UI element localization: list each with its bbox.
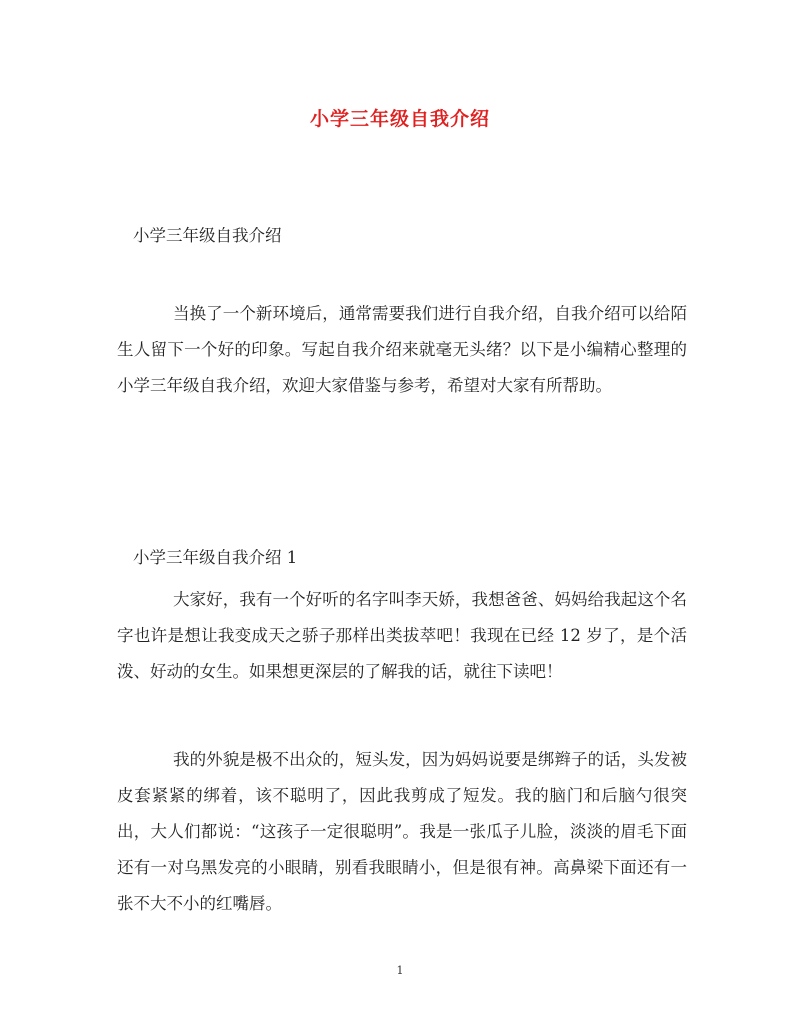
body-paragraph-1: 大家好，我有一个好听的名字叫李天娇，我想爸爸、妈妈给我起这个名字也许是想让我变成天之骄子那样出类拔萃吧！我现在已经 12 岁了，是个活泼、好动的女生。如果想更深层的了解我的话，就往下读吧！ [117,590,687,681]
document-title: 小学三年级自我介绍 [309,108,490,130]
page-number: 1 [396,964,404,977]
intro-paragraph: 当换了一个新环境后，通常需要我们进行自我介绍，自我介绍可以给陌生人留下一个好的印象。写起自我介绍来就毫无头绪？以下是小编精心整理的小学三年级自我介绍，欢迎大家借鉴与参考，希望对大家有所帮助。 [117,304,687,395]
section-heading: 小学三年级自我介绍 1 [133,548,298,567]
body-paragraph-2: 我的外貌是极不出众的，短头发，因为妈妈说要是绑辫子的话，头发被皮套紧紧的绑着，该不聪明了，因此我剪成了短发。我的脑门和后脑勺很突出，大人们都说：“这孩子一定很聪明”。我是一张瓜子儿脸，淡淡的眉毛下面还有一对乌黑发亮的小眼睛，别看我眼睛小，但是很有神。高鼻梁下面还有一张不大不小的红嘴唇。 [117,750,687,913]
document-subtitle: 小学三年级自我介绍 [133,226,282,245]
